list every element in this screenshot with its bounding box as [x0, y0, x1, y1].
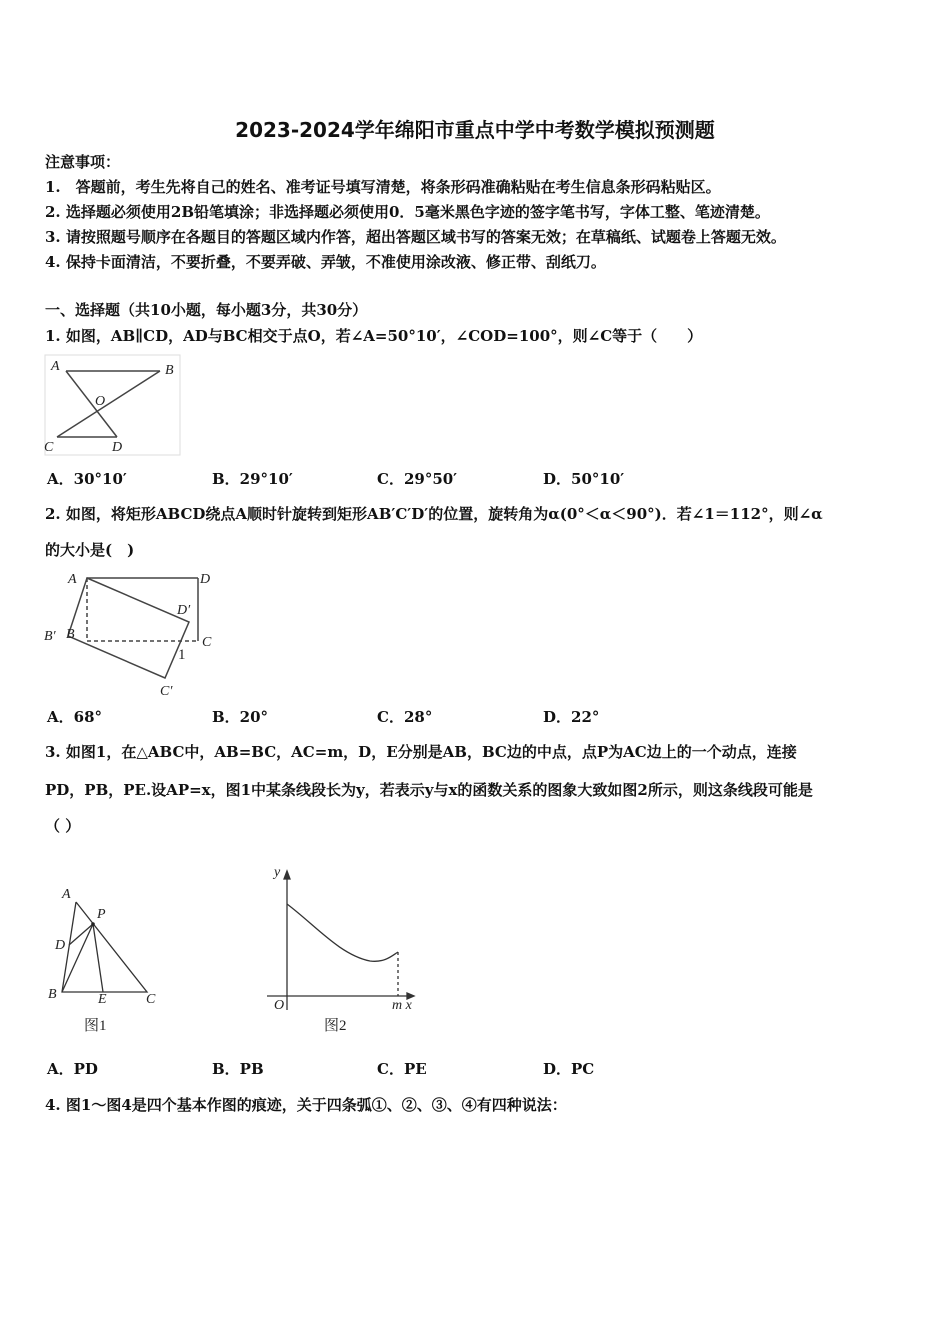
label-d: D [55, 938, 66, 953]
label-d: D [200, 572, 211, 587]
figure-1-caption: 图1 [84, 1018, 107, 1034]
label-b: B [66, 627, 75, 642]
label-e: E [98, 992, 107, 1007]
page-title: 2023-2024学年绵阳市重点中学中考数学模拟预测题 [235, 118, 715, 142]
label-a: A [68, 572, 77, 587]
label-b-prime: B′ [44, 629, 56, 644]
q3-option-a: A．PD [47, 1060, 98, 1078]
q2-option-c: C．28° [377, 708, 433, 726]
rotated-rectangle [68, 578, 189, 678]
question-4-text: 4. 图1～图4是四个基本作图的痕迹，关于四条弧①、②、③、④有四种说法： [45, 1096, 567, 1114]
question-1-text: 1. 如图，AB∥CD，AD与BC相交于点O，若∠A=50°10′，∠COD=100°，则∠C等于（ ） [45, 327, 703, 345]
q1-option-a: A．30°10′ [47, 470, 127, 488]
notice-item: 2. 选择题必须使用2B铅笔填涂；非选择题必须使用0．5毫米黑色字迹的签字笔书写，字体工整、笔迹清楚。 [45, 203, 770, 221]
label-b: B [48, 987, 57, 1002]
notice-item: 4. 保持卡面清洁，不要折叠，不要弄破、弄皱，不准使用涂改液、修正带、刮纸刀。 [45, 253, 606, 271]
q3-option-c: C．PE [377, 1060, 427, 1078]
question-2-text-cont: 的大小是( ) [45, 541, 135, 559]
label-d-prime: D′ [177, 603, 191, 618]
point-p [91, 922, 95, 926]
label-a: A [62, 887, 71, 902]
label-c-prime: C′ [160, 684, 173, 699]
q1-option-c: C．29°50′ [377, 470, 458, 488]
question-3-text-paren: （ ） [45, 817, 81, 835]
q1-option-d: D．50°10′ [543, 470, 625, 488]
label-origin: O [274, 998, 285, 1013]
label-y: y [274, 865, 281, 880]
label-m-x: m x [392, 998, 412, 1013]
q2-option-b: B．20° [212, 708, 269, 726]
q2-option-a: A．68° [47, 708, 103, 726]
question-3-text-cont: PD，PB，PE.设AP=x，图1中某条线段长为y，若表示y与x的函数关系的图象大致如图2所示，则这条线段可能是 [45, 781, 813, 799]
label-o: O [95, 394, 106, 409]
section-heading: 一、选择题（共10小题，每小题3分，共30分） [45, 301, 368, 319]
label-b: B [165, 363, 174, 378]
question-2-text: 2. 如图，将矩形ABCD绕点A顺时针旋转到矩形AB′C′D′的位置，旋转角为α(0°＜α＜90°)．若∠1＝112°，则∠α [45, 505, 823, 523]
label-a: A [51, 359, 60, 374]
q3-option-b: B．PB [212, 1060, 264, 1078]
q3-option-d: D．PC [543, 1060, 595, 1078]
label-c: C [146, 992, 156, 1007]
question-3-text: 3. 如图1，在△ABC中，AB=BC，AC=m，D，E分别是AB，BC边的中点，点P为AC边上的一个动点，连接 [45, 743, 797, 761]
figure-2-caption: 图2 [324, 1018, 347, 1034]
notice-item: 3. 请按照题号顺序在各题目的答题区域内作答，超出答题区域书写的答案无效；在草稿纸、试题卷上答题无效。 [45, 228, 786, 246]
label-c: C [44, 440, 54, 455]
label-c: C [202, 635, 212, 650]
q2-option-d: D．22° [543, 708, 600, 726]
label-angle-1: 1 [178, 647, 186, 663]
notice-heading: 注意事项： [45, 153, 121, 171]
q3-figure-2 [267, 871, 414, 1010]
y-axis-arrow [284, 871, 290, 879]
notice-item: 1. 答题前，考生先将自己的姓名、准考证号填写清楚，将条形码准确粘贴在考生信息条形码粘贴区。 [45, 178, 721, 196]
q2-figure [68, 578, 198, 678]
q1-option-b: B．29°10′ [212, 470, 293, 488]
label-p: P [97, 907, 106, 922]
label-d: D [112, 440, 123, 455]
function-curve [287, 904, 398, 961]
